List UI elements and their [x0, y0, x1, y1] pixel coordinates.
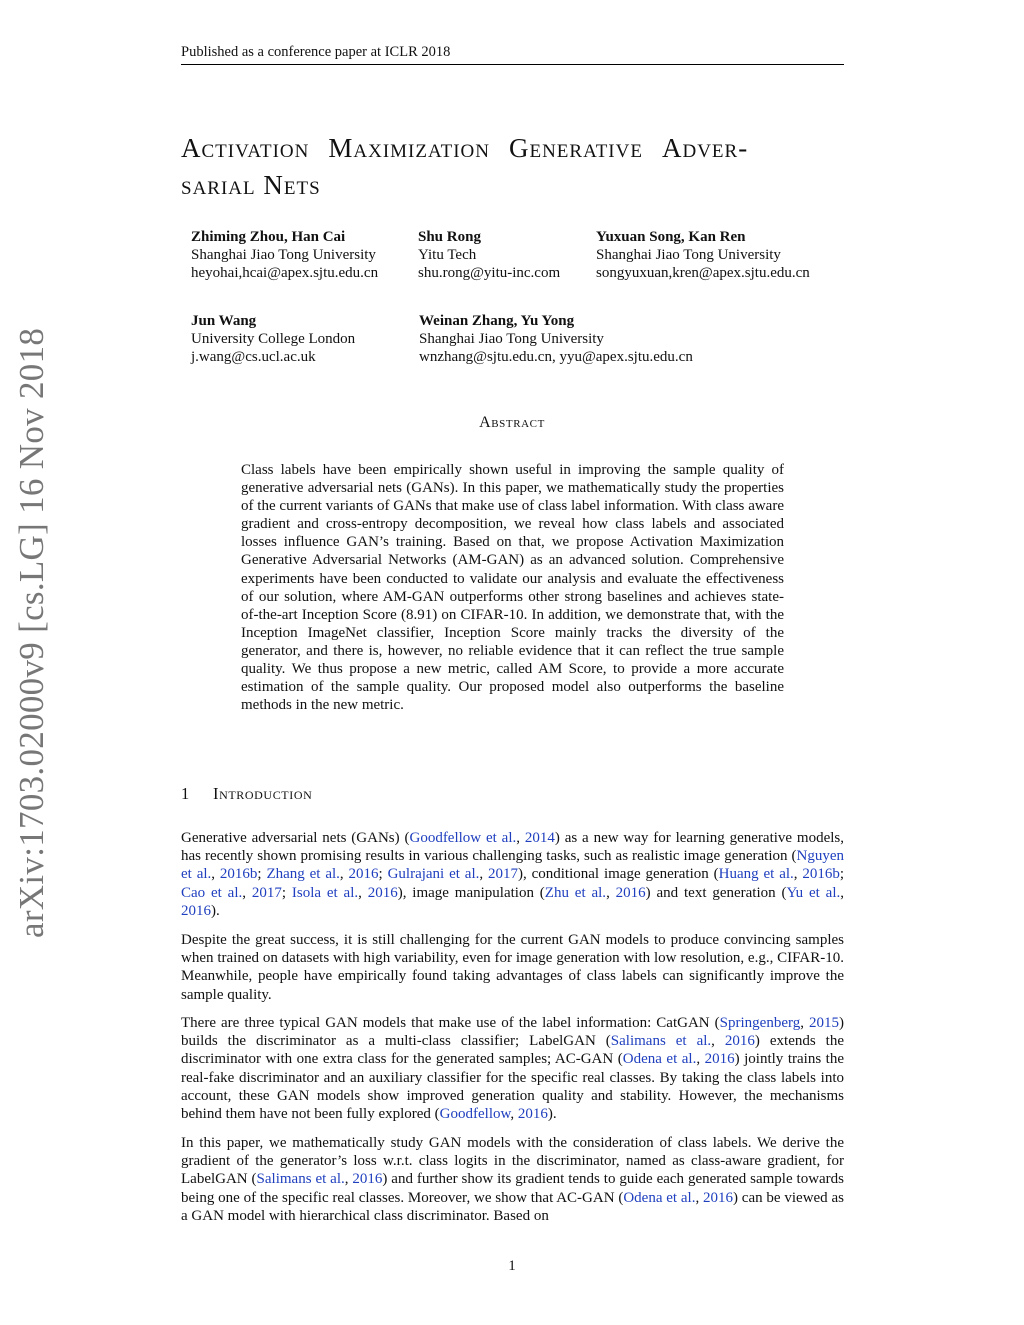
citation-link[interactable]: 2015: [809, 1015, 839, 1031]
title-word: Generative: [508, 133, 643, 163]
citation-link[interactable]: 2016: [615, 884, 646, 901]
author-affiliation: Shanghai Jiao Tong University: [596, 247, 781, 263]
paragraph-text: ,: [696, 1051, 705, 1068]
paragraph-text: ) and further show its gradient tends to guide each generated sample towards being one of the specific real classes. Moreover, we show that AC-GAN (: [181, 1171, 845, 1206]
citation-link[interactable]: Yu et al.: [786, 884, 841, 901]
author-affiliation: Shanghai Jiao Tong University: [419, 331, 604, 347]
paper-title: [181, 130, 851, 204]
paragraph-text: ) builds the discriminator as a multi-class classifier; LabelGAN (: [181, 1015, 844, 1050]
header-rule: [181, 64, 844, 65]
paragraph-text: ,: [339, 866, 349, 883]
paragraph-text: ), conditional image generation (: [517, 866, 719, 883]
section-heading: [181, 784, 312, 804]
paragraph-text: ) jointly trains the real-fake discriminator and an auxiliary classifier for the specific real classes. By taking the class labels into account, these GAN models show improved generation quality and stability. However, the mechanisms behind them have not been fully explored (: [181, 1051, 844, 1123]
paragraph-text: ,: [840, 884, 844, 901]
section-number: 1: [181, 784, 190, 803]
paragraph: [181, 1134, 844, 1225]
abstract-heading: Abstract: [479, 414, 545, 431]
paragraph-text: ,: [800, 1015, 809, 1031]
abstract-text: Class labels have been empirically shown useful in improving the sample quality of generative adversarial nets (GANs). In this paper, we mathematically study the properties of the current variants of GANs that make use of class label information. With class aware gradient and cross-entropy decomposition, we reveal how class labels and associated losses influence GAN’s training. Based on that, we propose Activation Maximization Generative Adversarial Networks (AM-GAN) as an advanced solution. Comprehensive experiments have been conducted to validate our analysis and evaluate the effectiveness of our solution, where AM-GAN outperforms other strong baselines and achieves state-of-the-art Inception Score (8.91) on CIFAR-10. In addition, we demonstrate that, with the Inception ImageNet classifier, Inception Score mainly tracks the diversity of the generator, and there is, however, no reliable evidence that it can reflect the true sample quality. We thus propose a new metric, called AM Score, to provide a more accurate estimation of the sample quality. Our proposed model also outperforms the baseline methods in the new metric.: [241, 462, 784, 714]
paragraph-text: Despite the great success, it is still challenging for the current GAN models to produce convincing samples when trained on datasets with high variability, even for image generation with low resolution, e.g., CIFAR-10. Meanwhile, people have empirically found taking advantages of class labels can significantly improve the sample quality.: [181, 932, 844, 1003]
paragraph: [181, 829, 844, 920]
paragraph-text: ,: [793, 866, 803, 883]
citation-link[interactable]: Odena et al.: [623, 1189, 696, 1206]
author-email: wnzhang@sjtu.edu.cn, yyu@apex.sjtu.edu.cn: [419, 349, 693, 365]
author-email: shu.rong@yitu-inc.com: [418, 265, 561, 281]
author-block: [419, 312, 693, 366]
author-email: j.wang@cs.ucl.ac.uk: [191, 349, 316, 365]
citation-link[interactable]: 2014: [524, 830, 555, 846]
page-number: 1: [508, 1258, 516, 1274]
paragraph-text: ) and text generation (: [645, 884, 787, 901]
author-block: [191, 228, 378, 282]
paragraph-text: ,: [711, 1033, 725, 1050]
citation-link[interactable]: 2016: [181, 902, 211, 919]
paragraph-text: ,: [358, 884, 368, 901]
paragraph-text: ,: [516, 830, 525, 846]
author-names: Zhiming Zhou, Han Cai: [191, 229, 346, 245]
paragraph-text: ,: [695, 1189, 704, 1206]
author-affiliation: Shanghai Jiao Tong University: [191, 247, 376, 263]
paragraph-text: ) as a new way for learning generative models, has recently shown promising results in various challenging tasks, such as realistic image generation (: [181, 830, 844, 865]
citation-link[interactable]: 2016: [724, 1033, 755, 1050]
author-block: [418, 228, 560, 282]
citation-link[interactable]: 2016: [704, 1051, 735, 1068]
paragraph-text: ) extends the discriminator with one extra class for the generated samples; AC-GAN (: [181, 1033, 844, 1068]
author-names: Jun Wang: [191, 313, 257, 329]
paragraph-text: Generative adversarial nets (GANs) (: [181, 830, 410, 846]
paragraph-text: ).: [211, 902, 220, 919]
author-names: Weinan Zhang, Yu Yong: [419, 313, 575, 329]
author-block: [596, 228, 810, 282]
citation-link[interactable]: 2016b: [802, 866, 840, 883]
citation-link[interactable]: 2017: [251, 884, 282, 901]
citation-link[interactable]: 2016: [348, 866, 379, 883]
paragraph-text: ,: [242, 884, 252, 901]
section-title: Introduction: [213, 784, 313, 803]
paragraph-text: ), image manipulation (: [397, 884, 545, 901]
citation-link[interactable]: Isola et al.: [291, 884, 359, 901]
citation-link[interactable]: Salimans et al.: [256, 1171, 345, 1188]
citation-link[interactable]: Nguyen et al.: [181, 848, 844, 883]
title-word: sarial Nets: [181, 170, 321, 200]
citation-link[interactable]: Salimans et al.: [610, 1033, 712, 1050]
author-email: songyuxuan,kren@apex.sjtu.edu.cn: [596, 265, 810, 281]
paragraph-text: ,: [510, 1106, 518, 1123]
author-block: [191, 312, 355, 366]
paragraph-text: ,: [211, 866, 220, 883]
title-word: Adver-: [661, 133, 749, 163]
paragraph-text: There are three typical GAN models that make use of the label information: CatGAN (: [181, 1015, 720, 1031]
author-affiliation: University College London: [191, 331, 356, 347]
paragraph-text: ;: [378, 866, 388, 883]
paragraph-text: ;: [257, 866, 267, 883]
citation-link[interactable]: 2016: [517, 1106, 548, 1123]
citation-link[interactable]: Springenberg: [719, 1015, 801, 1031]
title-word: Activation: [181, 133, 310, 163]
citation-link[interactable]: 2017: [487, 866, 518, 883]
paragraph: [181, 1014, 844, 1123]
paragraph-text: ;: [281, 884, 292, 901]
paragraph-text: ).: [547, 1106, 557, 1123]
paragraph: [181, 931, 844, 1004]
author-names: Shu Rong: [418, 229, 481, 245]
paragraph-text: ;: [839, 866, 845, 883]
citation-link[interactable]: Zhu et al.: [544, 884, 607, 901]
author-affiliation: Yitu Tech: [418, 247, 477, 263]
citation-link[interactable]: Odena et al.: [622, 1051, 697, 1068]
citation-link[interactable]: Goodfellow et al.: [409, 830, 517, 846]
author-names: Yuxuan Song, Kan Ren: [596, 229, 746, 245]
citation-link[interactable]: Goodfellow: [439, 1106, 511, 1123]
citation-link[interactable]: Huang et al.: [718, 866, 794, 883]
arxiv-stamp: arXiv:1703.02000v9 [cs.LG] 16 Nov 2018: [12, 327, 51, 938]
author-email: heyohai,hcai@apex.sjtu.edu.cn: [191, 265, 379, 281]
citation-link[interactable]: Cao et al.: [181, 884, 243, 901]
paragraph-text: ,: [606, 884, 616, 901]
paragraph-text: ,: [344, 1171, 353, 1188]
citation-link[interactable]: 2016: [352, 1171, 383, 1188]
title-word: Maximization: [328, 133, 490, 163]
citation-link[interactable]: Zhang et al.: [266, 866, 340, 883]
citation-link[interactable]: Gulrajani et al.: [387, 866, 480, 883]
running-header: Published as a conference paper at ICLR 2018: [181, 44, 451, 60]
citation-link[interactable]: 2016: [703, 1189, 734, 1206]
paragraph-text: ,: [479, 866, 488, 883]
paragraph-text: ) can be viewed as a GAN model with hierarchical class discriminator. Based on: [181, 1189, 844, 1224]
citation-link[interactable]: 2016b: [219, 866, 258, 883]
paragraph-text: In this paper, we mathematically study GAN models with the consideration of class labels. We derive the gradient of the generator’s loss w.r.t. class logits in the discriminator, named as class-aware gradient, for LabelGAN (: [181, 1135, 844, 1188]
citation-link[interactable]: 2016: [367, 884, 398, 901]
